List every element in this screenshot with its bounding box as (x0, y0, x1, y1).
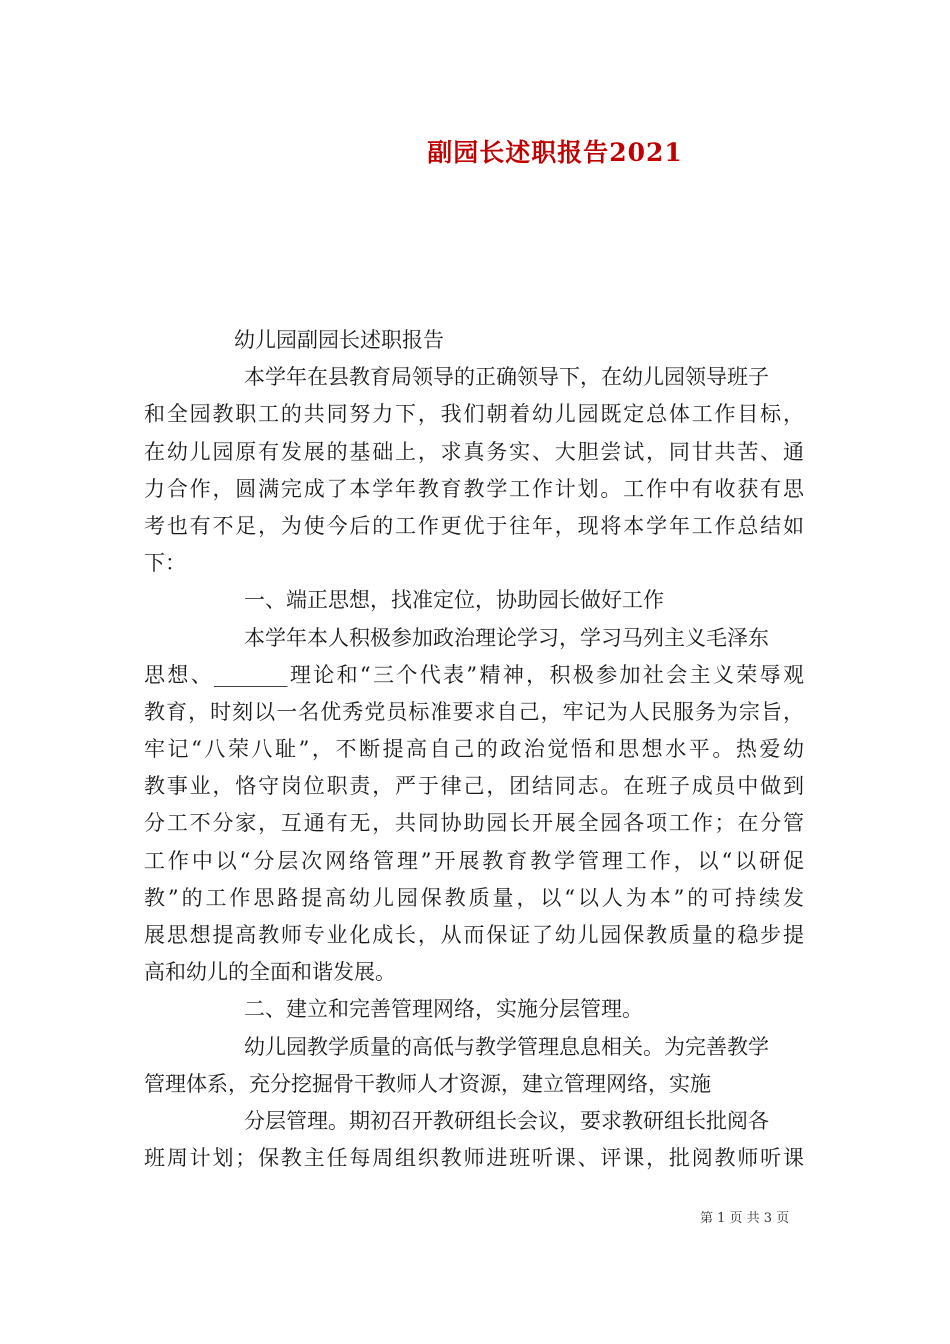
paragraph-line: 下： (144, 551, 186, 576)
paragraph-line: 本学年在县教育局领导的正确领导下，在幼儿园领导班子 (244, 365, 769, 390)
paragraph-line: 分层管理。期初召开教研组长会议，要求教研组长批阅各 (244, 1108, 769, 1133)
paragraph-line: 管理体系，充分挖掘骨干教师人才资源，建立管理网络，实施 (144, 1071, 711, 1096)
paragraph-line: 考也有不足，为使今后的工作更优于往年，现将本学年工作总结如 (144, 513, 804, 538)
document-body (144, 322, 804, 1177)
paragraph-line: 和全园教职工的共同努力下，我们朝着幼儿园既定总体工作目标， (144, 402, 804, 427)
page-footer: 第 1 页 共 3 页 (700, 1211, 790, 1226)
paragraph-line: 幼儿园教学质量的高低与教学管理息息相关。为完善教学 (244, 1034, 769, 1059)
paragraph-line: 分工不分家，互通有无，共同协助园长开展全园各项工作；在分管 (144, 811, 804, 836)
paragraph-line: 教育，时刻以一名优秀党员标准要求自己，牢记为人民服务为宗旨， (144, 699, 804, 724)
paragraph-line: 工作中以“分层次网络管理”开展教育教学管理工作，以“以研促 (144, 848, 804, 873)
paragraph-line: 教事业，恪守岗位职责，严于律己，团结同志。在班子成员中做到 (144, 774, 804, 799)
paragraph-line: 牢记“八荣八耻”，不断提高自己的政治觉悟和思想水平。热爱幼 (144, 737, 804, 762)
report-subtitle: 幼儿园副园长述职报告 (234, 328, 444, 352)
paragraph-line: 思想、_______理论和“三个代表”精神，积极参加社会主义荣辱观 (144, 662, 804, 687)
paragraph-line: 班周计划；保教主任每周组织教师进班听课、评课，批阅教师听课 (144, 1146, 804, 1171)
paragraph-line: 本学年本人积极参加政治理论学习，学习马列主义毛泽东 (244, 625, 769, 650)
document-title: 副园长述职报告2021 (427, 138, 683, 167)
paragraph-line: 力合作，圆满完成了本学年教育教学工作计划。工作中有收获有思 (144, 476, 804, 501)
paragraph-line: 展思想提高教师专业化成长，从而保证了幼儿园保教质量的稳步提 (144, 923, 804, 947)
paragraph-line: 在幼儿园原有发展的基础上，求真务实、大胆尝试，同甘共苦、通 (144, 439, 804, 464)
paragraph-line: 教”的工作思路提高幼儿园保教质量，以“以人为本”的可持续发 (144, 885, 804, 910)
section-heading-1: 一、端正思想，找准定位，协助园长做好工作 (244, 588, 664, 613)
paragraph-line: 高和幼儿的全面和谐发展。 (144, 960, 396, 985)
section-heading-2: 二、建立和完善管理网络，实施分层管理。 (244, 997, 643, 1022)
